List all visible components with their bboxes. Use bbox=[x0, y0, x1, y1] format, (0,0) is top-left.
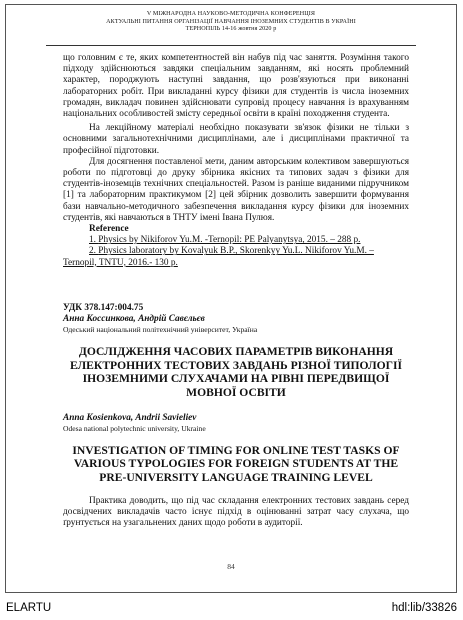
affiliation-en: Odesa national polytechnic university, Ukraine bbox=[63, 424, 206, 434]
conference-header-line-1: V МІЖНАРОДНА НАУКОВО-МЕТОДИЧНА КОНФЕРЕНЦІЯ bbox=[146, 11, 316, 17]
reference-text: Physics laboratory by Kovalyuk B.P., Skorenkyy Yu.L. Nikiforov Yu.M. – Ternopil, TNTU, 2016.- 130 p. bbox=[63, 246, 374, 268]
document-page bbox=[5, 4, 457, 593]
header-divider bbox=[46, 45, 416, 46]
conference-header-line-2: АКТУАЛЬНІ ПИТАННЯ ОРГАНІЗАЦІЇ НАВЧАННЯ ІНОЗЕМНИХ СТУДЕНТІВ В УКРАЇНІ bbox=[106, 18, 356, 25]
authors-ua: Анна Коссинкова, Андрій Савєльєв bbox=[63, 314, 205, 325]
reference-item-1[interactable] bbox=[63, 235, 409, 246]
article-intro: Практика доводить, що під час складання електронних тестових завдань серед досвідчених викладачів часто існує підхід в оцінюванні затрат часу слухача, що ґрунтується на узагальнених даних щодо роботи в аудиторії. bbox=[63, 496, 409, 529]
reference-number: 2. bbox=[89, 246, 99, 257]
paragraph-3: Для досягнення поставленої мети, даним авторським колективом завершуються роботи по підготовці до друку збірника якісних та типових задач з фізики для студентів-іноземців технічних спеціальностей. Разом із раніше виданими підручником [1] та лабораторним практикумом [2] цей збірник дозволить завершити формування бази навчально-методичного забезпечення викладання курсу фізики для іноземних студентів, які навчаються в ТНТУ імені Івана Пулюя. bbox=[63, 156, 409, 223]
page-body bbox=[63, 53, 409, 530]
udc-code: УДК 378.147:004.75 bbox=[63, 302, 144, 313]
repository-footer bbox=[0, 600, 463, 620]
article-title-ua: ДОСЛІДЖЕННЯ ЧАСОВИХ ПАРАМЕТРІВ ВИКОНАННЯ ЕЛЕКТРОННИХ ТЕСТОВИХ ЗАВДАНЬ РІЗНОЇ ТИПОЛОГІЇ ІНОЗЕМНИМИ СЛУХАЧАМИ НА РІВНІ ПЕРЕДВИЩОЇ МОВНОЇ ОСВІТИ bbox=[69, 344, 403, 400]
reference-text: Physics by Nikiforov Yu.M. -Ternopil: PE Palyanytsya, 2015. – 288 p. bbox=[98, 235, 361, 246]
article-title-en: INVESTIGATION OF TIMING FOR ONLINE TEST TASKS OF VARIOUS TYPOLOGIES FOR FOREIGN STUDENTS AT THE PRE-UNIVERSITY LANGUAGE TRAINING LEVEL bbox=[72, 443, 400, 485]
conference-header bbox=[6, 11, 456, 34]
conference-header-line-3: ТЕРНОПІЛЬ 14-16 жовтня 2020 р bbox=[185, 26, 277, 33]
repository-handle[interactable]: hdl:lib/33826 bbox=[391, 602, 457, 614]
authors-en: Anna Kosienkova, Andrii Savieliev bbox=[63, 412, 197, 423]
reference-number: 1. bbox=[89, 235, 99, 246]
repository-name: ELARTU bbox=[6, 602, 52, 614]
reference-item-2[interactable] bbox=[63, 246, 409, 268]
page-number: 84 bbox=[227, 562, 235, 571]
paragraph-2: На лекційному матеріалі необхідно показувати зв'язок фізики не тільки з основними загальнотехнічними дисциплінами, але і дисциплінами практичної та професійної підготовки. bbox=[63, 123, 409, 156]
affiliation-ua: Одеський національний політехнічний університет, Україна bbox=[63, 325, 258, 335]
references-heading: Reference bbox=[89, 224, 129, 235]
paragraph-1: що головним є те, яких компетентностей він набув під час заняття. Розуміння такого підходу здійснюються завдяки спеціальним завданням, які носять проблемний характер, породжують наступні завдання, що розв'язуються при виконанні лабораторних робіт. При викладанні курсу фізики для студентів із числа іноземних громадян, викладач повинен здійснювати супровід процесу навчання із врахуванням національних особливостей змісту середньої освіти в країні походження студента. bbox=[63, 53, 409, 120]
